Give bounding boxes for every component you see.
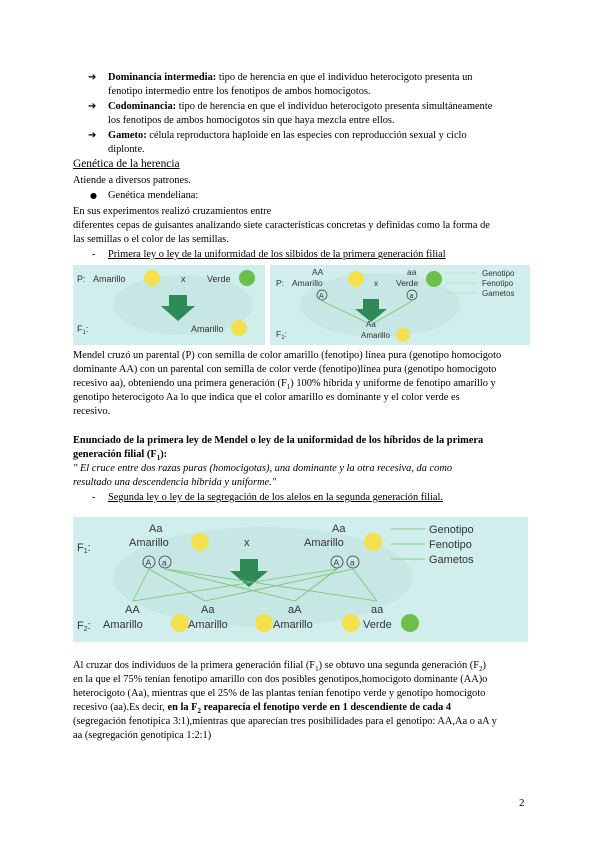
gamete-a-label: a [350,557,355,568]
para2-line-5: (segregación fenotípica 3:1),mientras que aparecían tres posibilidades para el genotipo: AA,Aa o aA y [73,716,497,727]
yellow-seed-icon [231,320,247,336]
mendel-line-1: En sus experimentos realizó cruzamientos entre [73,206,272,217]
para2-line-3: heterocigoto (Aa), mientras que el 25% de las plantas tenían fenotipo verde y genotipo homocigoto [73,688,486,699]
genotype-AA-label: AA [312,267,324,277]
yellow-seed-icon [396,328,410,342]
para1-line-4: genotipo heterocigoto Aa lo que indica que el color amarillo es dominante y el color verde es [73,392,460,403]
para1-line-3: recesivo aa), obteniendo una primera generación $(F_1)$ 100% híbrida y uniforme de fenotipo amarillo y [73,378,496,392]
gamete-A-label: A [333,557,340,568]
offspring-genotype-label: Aa [201,604,215,616]
definition-gameto: Gameto: célula reproductora haploide en las especies con reproducción sexual y ciclo [108,130,467,141]
parent-seed-icon [364,533,382,551]
cross-symbol: x [181,274,186,284]
child-genotype-label: Aa [366,320,376,329]
f1-label: $F_1$: [276,329,287,341]
quote-line-1: " El cruce entre dos razas puras (homocigotas), una dominante y la otra recesiva, da como [73,463,453,474]
offspring-genotype-label: aA [288,604,302,616]
arrow-right-icon: ➔ [88,101,97,112]
intro-line: Atiende a diversos patrones. [73,175,191,186]
gamete-a-label: a [409,293,414,300]
bullet-icon: ● [90,191,97,200]
child-phenotype-label: Amarillo [361,331,390,340]
parent-genotype-label: Aa [332,523,346,535]
mendel-line-2: diferentes cepas de guisantes analizando siete características concretas y definidas como la forma de [73,220,490,231]
offspring-genotype-label: AA [125,604,140,616]
yellow-seed-icon [255,614,273,632]
legend-gametos: Gametos [429,554,474,566]
verde-label: Verde [207,274,231,284]
mendel-line-3: las semillas o el color de las semillas. [73,234,229,245]
amarillo-label: Amarillo [292,278,323,288]
green-seed-icon [401,614,419,632]
cross-symbol: x [374,278,379,288]
para2-line-4: recesivo (aa).Es decir, en la $F_2$ reaparecía el fenotipo verde en 1 descendiente de cada 4 [73,702,452,716]
f1-label: F1: [77,542,91,555]
quote-line-2: resultado una descendencia híbrida y uniforme." [73,477,277,488]
yellow-seed-icon [144,270,160,286]
gamete-A-label: A [145,557,152,568]
f1-label: $F_1$: [77,324,89,336]
parent-phenotype-label: Amarillo [304,537,344,549]
page-number: 2 [519,797,525,809]
definition-dominancia: Dominancia intermedia: tipo de herencia en que el individuo heterocigoto presenta un [108,72,473,83]
offspring-phenotype-label: Verde [363,619,392,631]
figure-first-law-detailed [270,265,530,345]
figure-second-law [73,517,528,642]
yellow-seed-icon [342,614,360,632]
legend-fenotipo: Fenotipo [482,279,514,288]
parent-genotype-label: Aa [149,523,163,535]
arrow-right-icon: ➔ [88,72,97,83]
definition-codominancia: Codominancia: tipo de herencia en que el individuo heterocigoto presenta simultáneamente [108,101,493,112]
first-law-title: Primera ley o ley de la uniformidad de los silbidos de la primera generación filial [108,249,446,260]
f2-label: F2: [77,620,91,633]
green-seed-icon [426,271,442,287]
enunciado-line-1: Enunciado de la primera ley de Mendel o ley de la uniformidad de los híbridos de la primera [73,435,484,446]
para2-line-1: Al cruzar dos individuos de la primera generación filial $(F_1)$ se obtuvo una segunda generación $(F_2)$ [73,660,486,674]
f1-result-label: Amarillo [191,324,224,334]
yellow-seed-icon [191,533,209,551]
yellow-seed-icon [171,614,189,632]
verde-label: Verde [396,278,419,288]
legend-fenotipo: Fenotipo [429,539,472,551]
figure-first-law-simple [73,265,265,345]
dash-icon: - [92,249,96,260]
green-seed-icon [239,270,255,286]
amarillo-label: Amarillo [93,274,126,284]
definition-gameto-cont: diplonte. [108,144,145,155]
parent-phenotype-label: Amarillo [129,537,169,549]
section-title: Genética de la herencia [73,158,180,170]
second-law-title: Segunda ley o ley de la segregación de los alelos en la segunda generación filial. [108,492,443,503]
legend-gametos: Gametos [482,289,515,298]
p-label: P: [276,278,285,288]
genotype-aa-label: aa [407,267,417,277]
offspring-genotype-label: aa [371,604,384,616]
gamete-A-label: A [319,293,324,300]
p-label: P: [77,274,86,284]
definition-dominancia-cont: fenotipo intermedio entre los fenotipos de ambos homocigotos. [108,86,371,97]
para1-line-5: recesivo. [73,406,111,417]
definition-codominancia-cont: los fenotipos de ambos homocigotos sin que haya mezcla entre ellos. [108,115,395,126]
cross-symbol: x [244,537,250,549]
para2-line-2: en la que el 75% tenían fenotipo amarillo con dos posibles genotipos,homocigoto dominante (AA)o [73,674,488,685]
para1-line-1: Mendel cruzó un parental (P) con semilla de color amarillo (fenotipo) línea pura (genotipo homocigoto [73,350,502,361]
offspring-phenotype-label: Amarillo [273,619,313,631]
dash-icon: - [92,492,96,503]
para2-line-6: aa (segregación genotípica 1:2:1) [73,730,212,741]
para1-line-2: dominante AA) con un parental con semilla de color verde (fenotipo)línea pura (genotipo homocigoto [73,364,497,375]
offspring-phenotype-label: Amarillo [188,619,228,631]
bullet-label: Genética mendeliana: [108,190,199,201]
offspring-phenotype-label: Amarillo [103,619,143,631]
gamete-a-label: a [162,557,167,568]
legend-genotipo: Genotipo [482,269,515,278]
legend-genotipo: Genotipo [429,524,474,536]
yellow-seed-icon [348,271,364,287]
enunciado-line-2: generación filial $(F_1)$: [73,449,168,463]
arrow-right-icon: ➔ [88,130,97,141]
